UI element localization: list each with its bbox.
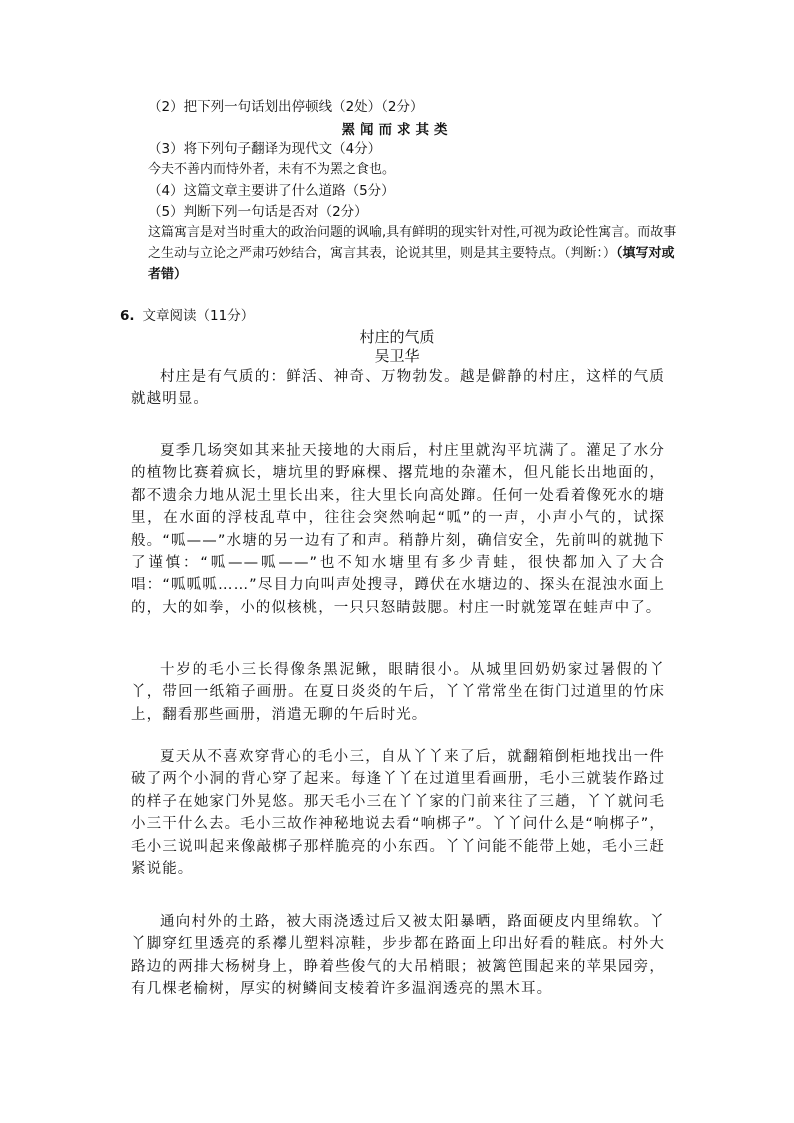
article-paragraph-4: 夏天从不喜欢穿背心的毛小三，自从丫丫来了后，就翻箱倒柜地找出一件破了两个小洞的背心穿了起来。每逢丫丫在过道里看画册，毛小三就装作路过的样子在她家门外晃悠。那天毛小三在丫丫家的门前来往了三趟，丫丫就问毛小三干什么去。毛小三故作神秘地说去看“响梆子”。丫丫问什么是“响梆子”，毛小三说叫起来像敲梆子那样脆亮的小东西。丫丫问能不能带上她，毛小三赶紧说能。: [131, 749, 665, 878]
article-paragraph-2: 夏季几场突如其来扯天接地的大雨后，村庄里就沟平坑满了。灌足了水分的植物比赛着疯长，塘坑里的野麻棵、撂荒地的杂灌木，但凡能长出地面的，都不遗余力地从泥土里长出来，往大里长向高处蹿。任何一处看着像死水的塘里，在水面的浮枝乱草中，往往会突然响起“呱”的一声，小声小气的，试探般。“呱——”水塘的另一边有了和声。稍静片刻，确信安全，先前叫的就抛下了谨慎：“呱——呱——”也不知水塘里有多少青蛙，很快都加入了大合唱：“呱呱呱……”尽目力向叫声处搜寻，蹲伏在水塘边的、探头在混浊水面上的，大的如拳，小的似核桃，一只只怒睛鼓腮。村庄一时就笼罩在蛙声中了。: [131, 443, 665, 616]
section-number: 6.: [120, 308, 135, 324]
section-heading: [120, 306, 254, 326]
question-3: （3）将下列句子翻译为现代文（4分）: [148, 141, 382, 157]
article-paragraph-5: 通向村外的土路，被大雨浇透过后又被太阳暴晒，路面硬皮内里绵软。丫丫脚穿红里透亮的系襻儿塑料凉鞋，步步都在路面上印出好看的鞋底。村外大路边的两排大杨树身上，睁着些俊气的大吊梢眼；被篱笆围起来的苹果园旁，有几棵老榆树，厚实的树鳞间支棱着许多温润透亮的黑木耳。: [131, 914, 665, 998]
question-2-phrase: 罴闻而求其类: [341, 122, 453, 138]
article-paragraph-1: 村庄是有气质的：鲜活、神奇、万物勃发。越是僻静的村庄，这样的气质就越明显。: [131, 369, 665, 408]
question-3-source: 今夫不善内而恃外者，未有不为罴之食也。: [148, 162, 396, 177]
statement-text: 这篇寓言是对当时重大的政治问题的讽喻,具有鲜明的现实针对性,可视为政论性寓言。而故事之生动与立论之严肃巧妙结合，寓言其表，论说其里，则是其主要特点。（判断：）: [148, 225, 677, 261]
question-5-statement: [148, 222, 680, 285]
question-2: （2）把下列一句话划出停顿线（2处）（2分）: [148, 99, 424, 115]
answer-hint: （填写对或者错）: [148, 246, 675, 282]
section-title: 文章阅读（11分）: [142, 308, 255, 324]
article-paragraph-3: 十岁的毛小三长得像条黑泥鳅，眼睛很小。从城里回奶奶家过暑假的丫丫，带回一纸箱子画册。在夏日炎炎的午后，丫丫常常坐在街门过道里的竹床上，翻看那些画册，消遣无聊的午后时光。: [131, 662, 665, 723]
question-4: （4）这篇文章主要讲了什么道路（5分）: [148, 183, 395, 199]
article-author: 吴卫华: [374, 347, 420, 365]
question-5: （5）判断下列一句话是否对（2分）: [148, 204, 368, 220]
article-title: 村庄的气质: [359, 328, 435, 346]
